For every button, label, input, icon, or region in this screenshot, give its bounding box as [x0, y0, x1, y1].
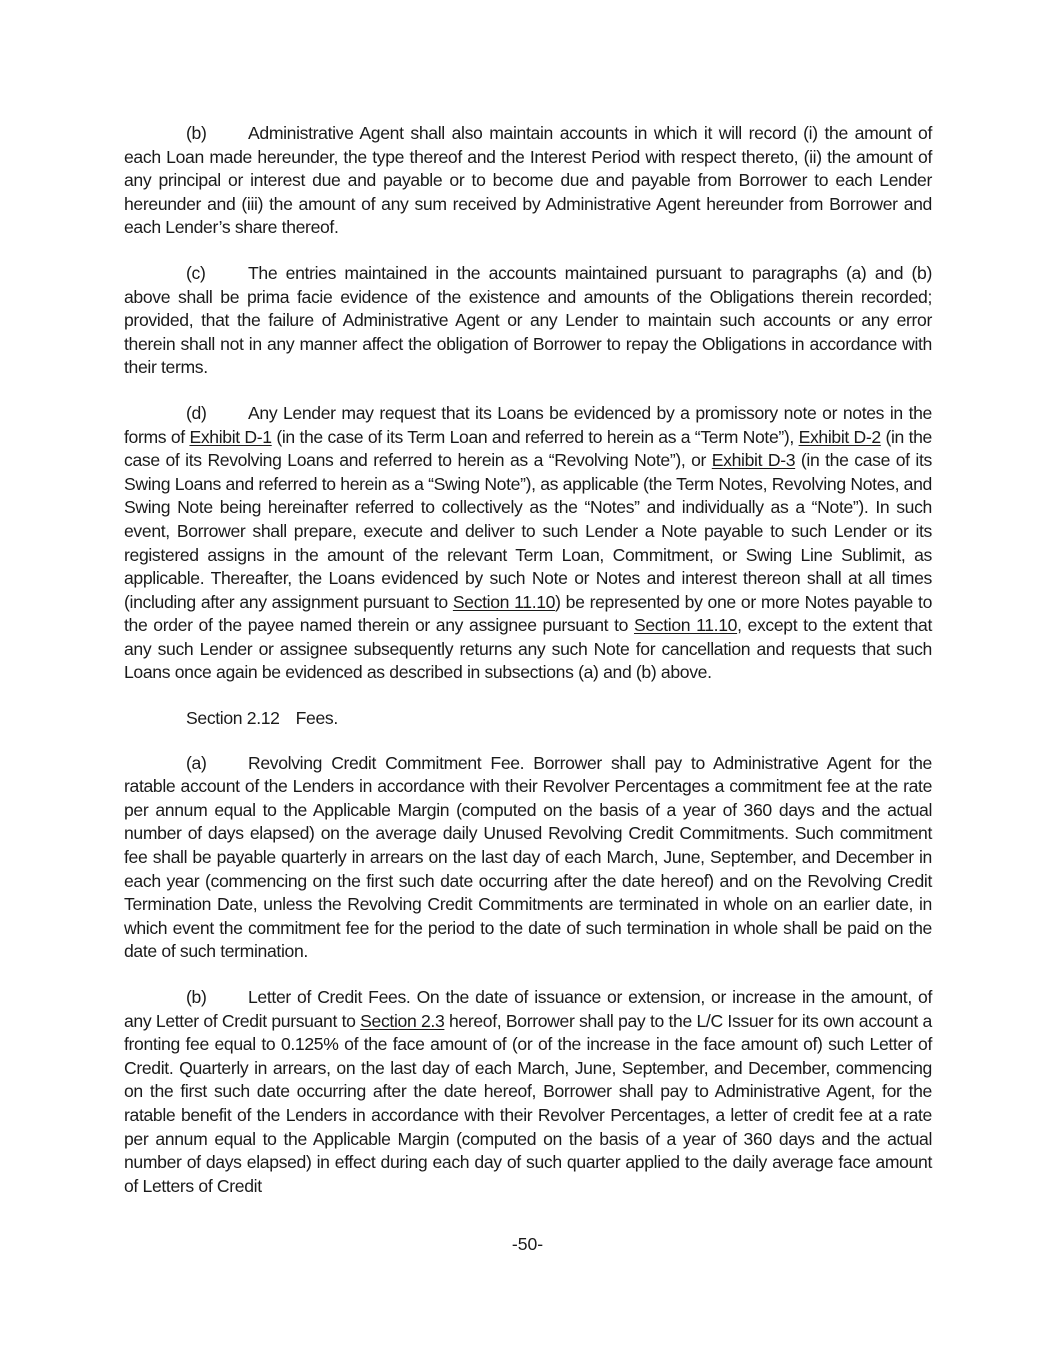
- document-page: [124, 122, 932, 1220]
- paragraph-text: Revolving Credit Commitment Fee. Borrower shall pay to Administrative Agent for the ratable account of the Lenders in accordance with their Revolver Percentages a commitment fee at the rate per annum equal to the Applicable Margin (computed on the basis of a year of 360 days and the actual number of days elapsed) on the average daily Unused Revolving Credit Commitments. Such commitment fee shall be payable quarterly in arrears on the last day of each March, June, September, and December in each year (commencing on the first such date occurring after the date hereof) and on the Revolving Credit Termination Date, unless the Revolving Credit Commitments are terminated in whole on an earlier date, in which event the commitment fee for the period to the date of such termination in whole shall be paid on the date of such termination.: [124, 752, 932, 962]
- paragraph-text: The entries maintained in the accounts maintained pursuant to paragraphs (a) and (b) above shall be prima facie evidence of the existence and amounts of the Obligations therein recorded; provided, that the failure of Administrative Agent or any Lender to maintain such accounts or any error therein shall not in any manner affect the obligation of Borrower to repay the Obligations in accordance with their terms.: [124, 262, 932, 378]
- paragraph-text: Any Lender may request that its Loans be evidenced by a promissory note or notes in the forms of: [124, 402, 932, 447]
- paragraph-text: (in the case of its Swing Loans and referred to herein as a “Swing Note”), as applicable (the Term Notes, Revolving Notes, and Swing Note being hereinafter referred to collectively as the “Notes” and individually as a “Note”). In such event, Borrower shall prepare, execute and deliver to such Lender a Note payable to such Lender or its registered assigns in the amount of the relevant Term Loan, Commitment, or Swing Line Sublimit, as applicable. Thereafter, the Loans evidenced by such Note or Notes and interest thereon shall at all times (including after any assignment pursuant to: [124, 450, 932, 612]
- paragraph-c: [124, 262, 932, 380]
- paragraph-b: [124, 122, 932, 240]
- paragraph-number: (d): [186, 402, 207, 423]
- section-2-3-reference: Section 2.3: [360, 1010, 445, 1031]
- section-11-10-reference: Section 11.10: [633, 615, 738, 636]
- exhibit-d1-reference: Exhibit D-1: [189, 426, 272, 447]
- paragraph-text: (in the case of its Revolving Loans and referred to herein as a “Revolving Note”), or: [124, 426, 932, 471]
- paragraph-text: , except to the extent that any such Lender or assignee subsequently returns any such Note for cancellation and requests that such Loans once again be evidenced as described in subsections (a) and (b) above.: [124, 615, 933, 683]
- paragraph-number: (a): [186, 752, 207, 773]
- fee-paragraph-a: [124, 752, 932, 964]
- paragraph-number: (b): [186, 123, 207, 143]
- paragraph-text: (in the case of its Term Loan and referred to herein as a “Term Note”),: [271, 426, 799, 447]
- section-11-10-reference: Section 11.10: [452, 591, 556, 612]
- paragraph-d: [124, 402, 932, 685]
- paragraph-text: Letter of Credit Fees. On the date of issuance or extension, or increase in the amount, of any Letter of Credit pursuant to: [124, 987, 932, 1031]
- paragraph-text: ) be represented by one or more Notes payable to the order of the payee named therein or any assignee pursuant to: [124, 591, 932, 636]
- paragraph-number: (b): [186, 987, 207, 1007]
- section-number: Section 2.12: [186, 708, 280, 729]
- paragraph-text: hereof, Borrower shall pay to the L/C Issuer for its own account a fronting fee equal to 0.125% of the face amount of (or of the increase in the face amount of) such Letter of Credit. Quarterly in arrears, on the last day of each March, June, September, and December, commencing on the first such date occurring after the date hereof, Borrower shall pay to Administrative Agent, for the ratable benefit of the Lenders in accordance with their Revolver Percentages, a letter of credit fee at a rate per annum equal to the Applicable Margin (computed on the basis of a year of 360 days and the actual number of days elapsed) in effect during each day of such quarter applied to the daily average face amount of Letters of Credit: [124, 1010, 932, 1196]
- paragraph-text: Administrative Agent shall also maintain accounts in which it will record (i) the amount of each Loan made hereunder, the type thereof and the Interest Period with respect thereto, (ii) the amount of any principal or interest due and payable or to become due and payable from Borrower to each Lender hereunder and (iii) the amount of any sum received by Administrative Agent hereunder from Borrower and each Lender’s share thereof.: [124, 123, 932, 238]
- page-number: -50-: [511, 1234, 544, 1254]
- section-heading: [186, 707, 932, 731]
- fee-paragraph-b: [124, 986, 932, 1198]
- section-title: Fees.: [295, 708, 338, 729]
- exhibit-d2-reference: Exhibit D-2: [798, 426, 881, 447]
- exhibit-d3-reference: Exhibit D-3: [711, 450, 796, 471]
- paragraph-number: (c): [186, 262, 206, 283]
